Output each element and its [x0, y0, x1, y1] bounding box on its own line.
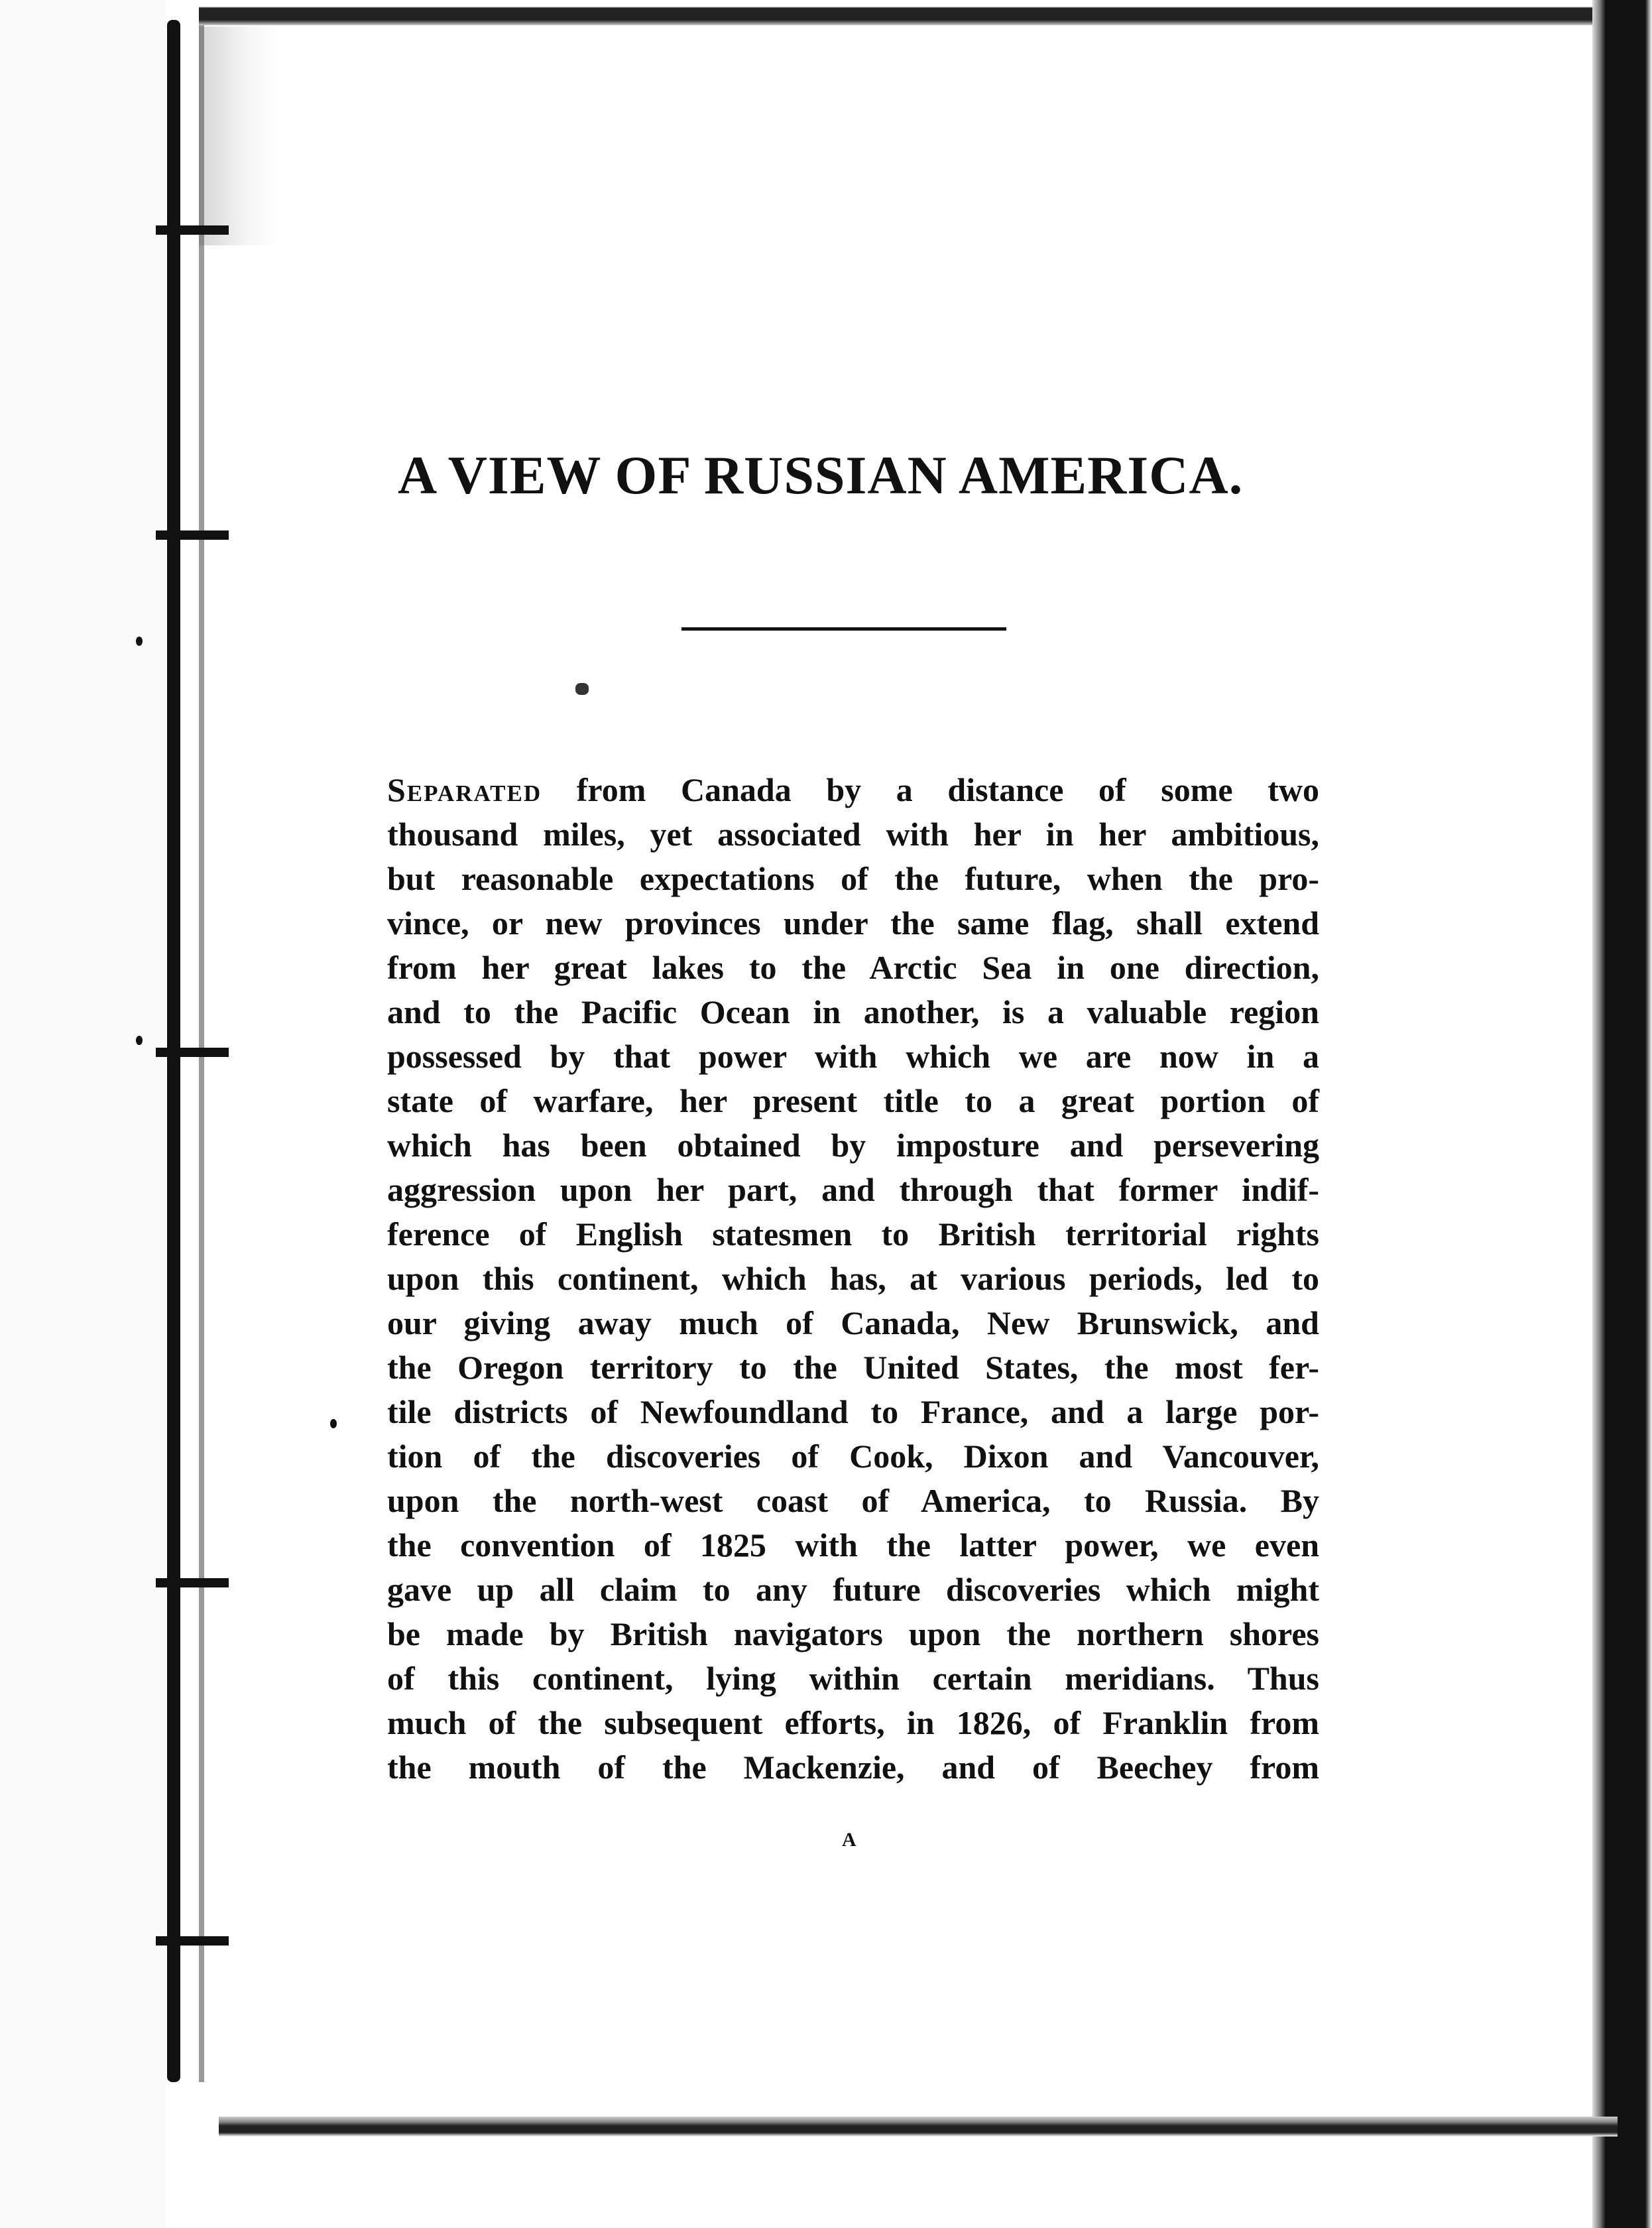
signature-mark: A: [842, 1829, 856, 1851]
text-line: vince, or new provinces under the same flag, shall extend: [387, 904, 1319, 942]
text-line: aggression upon her part, and through that former indif-: [387, 1171, 1319, 1208]
binding-stitch: [156, 1936, 229, 1946]
text-line: possessed by that power with which we are now in a: [387, 1038, 1319, 1075]
body-paragraph: [387, 768, 1319, 1790]
text-line: upon this continent, which has, at various periods, led to: [387, 1260, 1319, 1297]
page-bottom-edge: [219, 2117, 1618, 2136]
title-divider: [681, 627, 1006, 631]
stray-ink-mark: [136, 1036, 143, 1045]
text-line: but reasonable expectations of the future, when the pro-: [387, 860, 1319, 897]
text-line: Separated from Canada by a distance of some two: [387, 771, 1319, 808]
text-line: the Oregon territory to the United States, the most fer-: [387, 1349, 1319, 1386]
text-line: ference of English statesmen to British territorial rights: [387, 1215, 1319, 1253]
stray-ink-mark: [136, 637, 143, 646]
text-line: state of warfare, her present title to a great portion of: [387, 1082, 1319, 1119]
text-line: tile districts of Newfoundland to France, and a large por-: [387, 1393, 1319, 1430]
text-line: upon the north-west coast of America, to Russia. By: [387, 1482, 1319, 1519]
binding-stitch: [156, 1578, 229, 1587]
previous-page-edge: [0, 0, 166, 2228]
text-line: and to the Pacific Ocean in another, is a valuable region: [387, 993, 1319, 1030]
lead-word: Separated: [387, 771, 542, 808]
text-line: gave up all claim to any future discoveries which might: [387, 1571, 1319, 1608]
page-right-edge: [1592, 0, 1652, 2228]
text-line: tion of the discoveries of Cook, Dixon and Vancouver,: [387, 1438, 1319, 1475]
text-line: our giving away much of Canada, New Brunswick, and: [387, 1304, 1319, 1341]
torn-paper-strip: [199, 27, 278, 245]
text-line: of this continent, lying within certain meridians. Thus: [387, 1660, 1319, 1697]
text-line: which has been obtained by imposture and persevering: [387, 1127, 1319, 1164]
text-line: the mouth of the Mackenzie, and of Beechey from: [387, 1749, 1319, 1786]
text-line: be made by British navigators upon the northern shores: [387, 1615, 1319, 1652]
binding-stitch: [156, 225, 229, 235]
ink-blot: [575, 683, 589, 695]
stray-ink-mark: [330, 1419, 337, 1428]
binding-stitch: [156, 1048, 229, 1057]
page-title: A VIEW OF RUSSIAN AMERICA.: [398, 445, 1244, 505]
text-line: thousand miles, yet associated with her in her ambitious,: [387, 816, 1319, 853]
page-top-edge: [199, 0, 1652, 25]
text-line: much of the subsequent efforts, in 1826, of Franklin from: [387, 1704, 1319, 1741]
text-line: the convention of 1825 with the latter power, we even: [387, 1526, 1319, 1564]
text-line: from her great lakes to the Arctic Sea in one direction,: [387, 949, 1319, 986]
binding-stitch: [156, 530, 229, 540]
